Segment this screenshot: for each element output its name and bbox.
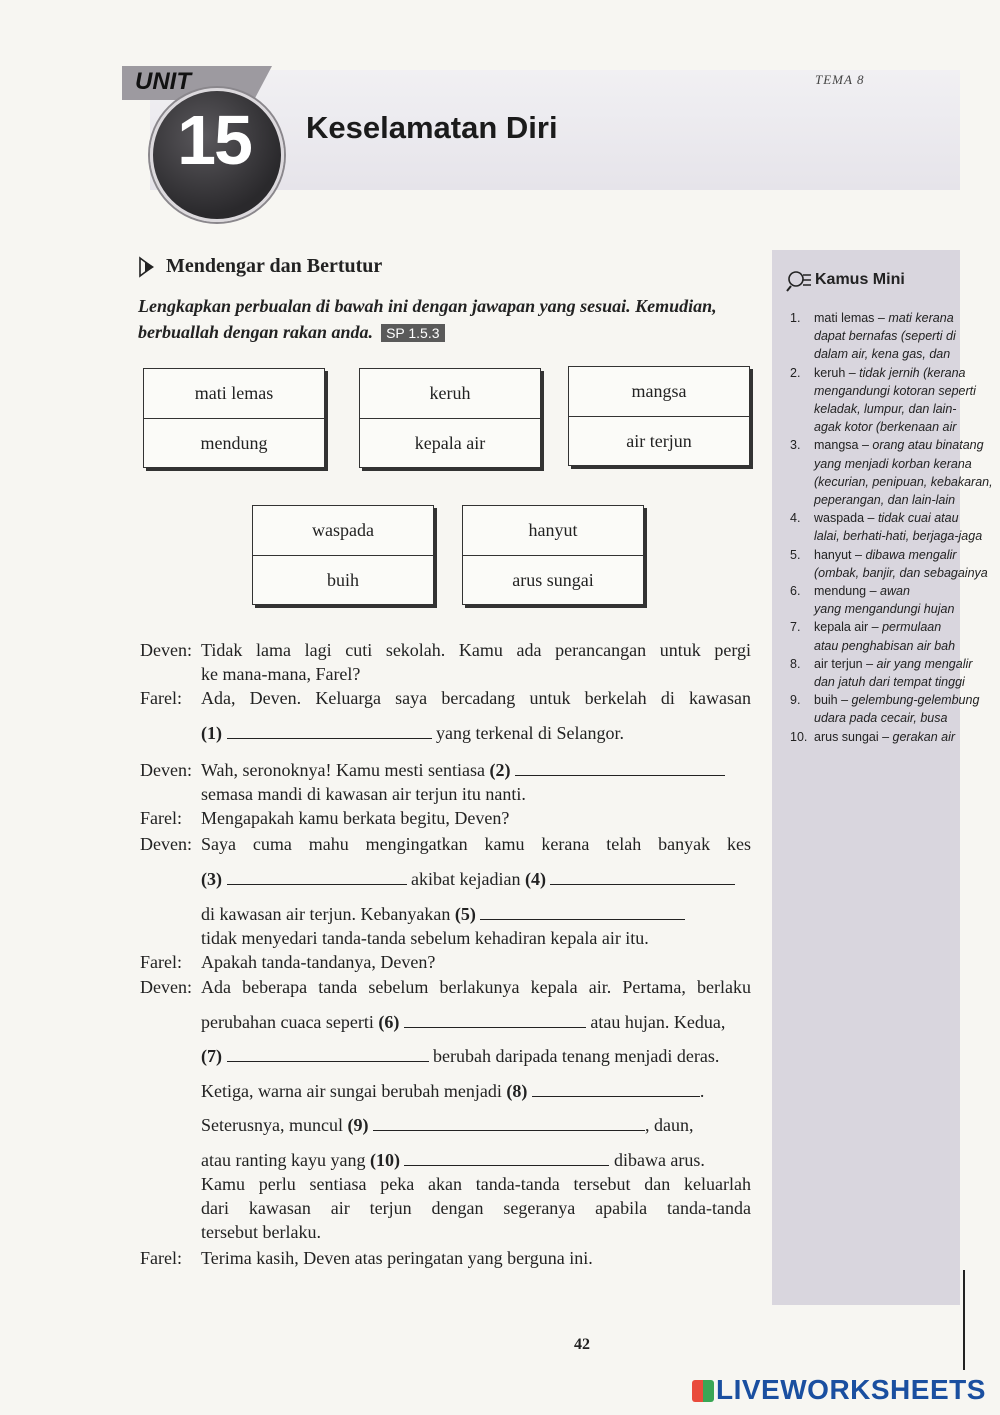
unit-label: UNIT xyxy=(135,68,191,95)
word-box xyxy=(568,366,750,466)
blank-number: (2) xyxy=(489,760,511,780)
kamus-entry-line xyxy=(790,436,984,454)
kamus-entry-definition: tidak cuai atau xyxy=(877,511,959,526)
kamus-entry-term: arus sungai – xyxy=(814,729,893,744)
kamus-entry-line xyxy=(790,655,973,673)
dialogue-line xyxy=(201,1113,693,1137)
blank-number: (5) xyxy=(454,904,476,924)
answer-blank-1[interactable] xyxy=(227,724,432,739)
speaker-farel: Farel: xyxy=(140,1248,182,1268)
kamus-entry-number: 2. xyxy=(790,365,801,380)
blank-number: (8) xyxy=(506,1081,528,1101)
dialogue-line: Apakah tanda-tandanya, Deven? xyxy=(201,952,436,972)
kamus-entry-line xyxy=(790,527,983,545)
kamus-entry-number: 4. xyxy=(790,511,801,526)
answer-blank-8[interactable] xyxy=(532,1082,700,1097)
kamus-entry-definition: udara pada cecair, busa xyxy=(814,711,948,726)
kamus-entry-definition: dibawa mengalir xyxy=(865,547,957,562)
kamus-entry-line xyxy=(790,673,965,691)
kamus-entry-definition: peperangan, dan lain-lain xyxy=(814,493,956,507)
kamus-entry-term: mati lemas – xyxy=(814,311,889,325)
dialogue-line: Kamu perlu sentiasa peka akan tanda-tanda tersebut dan keluarlah xyxy=(201,1174,751,1194)
word-box xyxy=(359,368,541,468)
liveworksheets-mark-icon xyxy=(692,1380,714,1402)
kamus-entry-definition: lalai, berhati-hati, berjaga-jaga xyxy=(814,529,983,544)
dialogue-line xyxy=(201,758,725,782)
answer-blank-7[interactable] xyxy=(227,1047,429,1062)
kamus-entry-line xyxy=(790,400,958,418)
dialogue-text: Wah, seronoknya! Kamu mesti sentiasa xyxy=(201,760,485,780)
kamus-entry-line xyxy=(790,546,958,564)
kamus-entry-definition: air yang mengalir xyxy=(876,656,973,671)
kamus-entry-number: 7. xyxy=(790,620,801,635)
kamus-entry-term: air terjun – xyxy=(814,656,877,671)
dialogue-text: perubahan cuaca seperti xyxy=(201,1012,374,1032)
kamus-entry-line xyxy=(790,600,958,618)
kamus-entry-term: keruh – xyxy=(814,365,860,380)
kamus-title: Kamus Mini xyxy=(815,271,905,288)
kamus-entry-definition: dalam air, kena gas, dan xyxy=(814,347,951,362)
speaker-farel: Farel: xyxy=(140,952,182,972)
blank-number: (10) xyxy=(369,1150,400,1170)
kamus-entry-line xyxy=(790,455,972,473)
dialogue-text: , daun, xyxy=(644,1115,694,1135)
word-box-bottom: arus sungai xyxy=(512,570,594,590)
kamus-entry-line xyxy=(790,309,958,327)
kamus-entry-definition: (ombak, banjir, dan sebagainya xyxy=(814,565,988,580)
blank-number: (6) xyxy=(378,1012,400,1032)
dialogue-line xyxy=(201,1148,705,1172)
sp-badge: SP 1.5.3 xyxy=(381,324,444,342)
answer-blank-4[interactable] xyxy=(550,870,735,885)
kamus-entry-term: waspada – xyxy=(814,511,878,526)
dialogue-line xyxy=(201,902,685,926)
kamus-entry-term: hanyut – xyxy=(814,547,866,562)
word-box-top: keruh xyxy=(360,369,540,419)
dialogue-line: semasa mandi di kawasan air terjun itu nanti. xyxy=(201,784,526,804)
kamus-entry-definition: gelembung-gelembung xyxy=(851,693,980,708)
word-box xyxy=(462,505,644,605)
dialogue-line xyxy=(201,721,624,745)
word-box-bottom: buih xyxy=(326,570,359,590)
blank-number: (9) xyxy=(347,1115,369,1135)
page-number: 42 xyxy=(574,1336,590,1353)
kamus-entry-term: mangsa – xyxy=(814,438,873,453)
kamus-entry-line xyxy=(790,582,958,600)
kamus-entry-definition: agak kotor (berkenaan air xyxy=(814,420,957,435)
kamus-entry-definition: yang menjadi korban kerana xyxy=(814,456,972,471)
dialogue-line xyxy=(201,1010,725,1034)
dialogue-line: tersebut berlaku. xyxy=(201,1222,321,1242)
kamus-entry-definition: mati kerana xyxy=(888,311,954,325)
kamus-entry-line xyxy=(790,382,976,400)
dialogue-line xyxy=(201,1044,719,1068)
brand-text: LIVEWORKSHEETS xyxy=(716,1374,986,1405)
dialogue-text: Ketiga, warna air sungai berubah menjadi xyxy=(201,1081,502,1101)
kamus-entry-definition: mengandungi kotoran seperti xyxy=(814,383,976,398)
kamus-entry-line xyxy=(790,509,958,527)
kamus-entry-definition: gerakan air xyxy=(892,729,956,744)
kamus-entry-definition: atau penghabisan air bah xyxy=(814,638,956,653)
dialogue-line: Ada beberapa tanda sebelum berlakunya kepala air. Pertama, berlaku xyxy=(201,977,751,997)
kamus-entry-definition: awan xyxy=(880,584,910,598)
kamus-entry-line xyxy=(790,364,966,382)
speaker-farel: Farel: xyxy=(140,688,182,708)
kamus-entry-number: 6. xyxy=(790,584,801,598)
liveworksheets-logo xyxy=(692,1374,986,1406)
kamus-entry-number: 5. xyxy=(790,547,801,562)
word-box-top: mangsa xyxy=(569,367,749,417)
kamus-entry-number: 9. xyxy=(790,693,801,708)
kamus-entry-definition: dapat bernafas (seperti di xyxy=(814,329,956,344)
word-box xyxy=(143,368,325,468)
kamus-entry-term: mendung – xyxy=(814,584,881,598)
kamus-entry-line xyxy=(790,564,988,582)
kamus-entry-definition: permulaan xyxy=(882,620,942,635)
speaker-deven: Deven: xyxy=(140,977,192,997)
kamus-entry-term: buih – xyxy=(814,693,852,708)
blank-number: (4) xyxy=(524,869,546,889)
word-box-bottom: mendung xyxy=(200,433,268,453)
dialogue-text: akibat kejadian xyxy=(411,869,521,889)
dialogue-line: tidak menyedari tanda-tanda sebelum kehadiran kepala air itu. xyxy=(201,928,649,948)
kamus-entry-number: 1. xyxy=(790,311,801,325)
word-box-bottom: kepala air xyxy=(414,433,486,453)
dialogue-text: dibawa arus. xyxy=(613,1150,705,1170)
dialogue-line: Mengapakah kamu berkata begitu, Deven? xyxy=(201,808,510,828)
word-box-top: hanyut xyxy=(463,506,643,556)
instruction xyxy=(138,293,758,345)
answer-blank-9[interactable] xyxy=(373,1116,645,1131)
dictionary-icon xyxy=(786,270,812,292)
kamus-entry-line xyxy=(790,327,958,345)
speaker-farel: Farel: xyxy=(140,808,182,828)
speaker-deven: Deven: xyxy=(140,640,192,660)
kamus-entry-number: 10. xyxy=(790,729,808,744)
kamus-entry-definition: yang mengandungi hujan xyxy=(814,602,955,617)
kamus-entry-definition: (kecurian, penipuan, kebakaran, xyxy=(814,474,993,489)
speaker-deven: Deven: xyxy=(140,760,192,780)
page-title: Keselamatan Diri xyxy=(306,110,558,145)
answer-blank-3[interactable] xyxy=(227,870,407,885)
blank-number: (3) xyxy=(201,869,222,889)
kamus-entry-line xyxy=(790,491,958,509)
speaker-deven: Deven: xyxy=(140,834,192,854)
kamus-entry-definition: dan jatuh dari tempat tinggi xyxy=(814,675,965,689)
answer-blank-5[interactable] xyxy=(480,905,685,920)
dialogue-line: Terima kasih, Deven atas peringatan yang berguna ini. xyxy=(201,1248,593,1268)
kamus-entry-line xyxy=(790,728,958,746)
word-box-bottom: air terjun xyxy=(626,431,692,451)
answer-blank-2[interactable] xyxy=(515,761,725,776)
dialogue-text: berubah daripada tenang menjadi deras. xyxy=(433,1046,720,1066)
kamus-entry-definition: tidak jernih (kerana xyxy=(859,365,966,380)
kamus-entry-number: 8. xyxy=(790,656,801,671)
kamus-entry-line xyxy=(790,345,958,363)
kamus-entry-number: 3. xyxy=(790,438,801,453)
kamus-entry-line xyxy=(790,418,958,436)
kamus-entry-definition: orang atau binatang xyxy=(872,438,984,453)
dialogue-line: Ketiga, warna air sungai berubah menjadi (8) . xyxy=(201,1081,705,1101)
answer-blank-10[interactable] xyxy=(404,1151,609,1166)
unit-number: 15 xyxy=(177,101,251,179)
dialogue-text: Seterusnya, muncul xyxy=(201,1115,343,1135)
kamus-entry-term: kepala air – xyxy=(814,620,883,635)
kamus-entry-line xyxy=(790,473,993,491)
answer-blank-6[interactable] xyxy=(404,1013,586,1028)
dialogue-text: di kawasan air terjun. Kebanyakan xyxy=(201,904,451,924)
kamus-entry-line xyxy=(790,618,958,636)
kamus-entry-definition: keladak, lumpur, dan lain- xyxy=(814,402,957,416)
dialogue-text: yang terkenal di Selangor. xyxy=(436,723,624,743)
dialogue-line xyxy=(201,867,735,891)
blank-number: (7) xyxy=(201,1046,222,1066)
double-chevron-icon xyxy=(138,256,160,278)
dialogue-line: Saya cuma mahu mengingatkan kamu kerana telah banyak kes xyxy=(201,834,751,854)
dialogue-line: ke mana-mana, Farel? xyxy=(201,664,361,684)
section-title: Mendengar dan Bertutur xyxy=(166,255,383,277)
dialogue-text: atau hujan. Kedua, xyxy=(590,1012,726,1032)
margin-line xyxy=(963,1270,965,1370)
dialogue-text: atau ranting kayu yang xyxy=(201,1150,366,1170)
dialogue-line: Ada, Deven. Keluarga saya bercadang untuk berkelah di kawasan xyxy=(201,688,751,708)
kamus-entry-line xyxy=(790,709,958,727)
kamus-entry-line xyxy=(790,637,958,655)
blank-number: (1) xyxy=(201,723,222,743)
word-box xyxy=(252,505,434,605)
kamus-entry-line xyxy=(790,691,980,709)
word-box-top: waspada xyxy=(253,506,433,556)
word-box-top: mati lemas xyxy=(144,369,324,419)
dialogue-line: dari kawasan air terjun dengan segeranya apabila tanda-tanda xyxy=(201,1198,751,1218)
instruction-text: Lengkapkan perbualan di bawah ini dengan jawapan yang sesuai. Kemudian, berbuallah dengan rakan anda. xyxy=(138,296,717,342)
dialogue-line: Tidak lama lagi cuti sekolah. Kamu ada perancangan untuk pergi xyxy=(201,640,751,660)
tema-label: TEMA 8 xyxy=(815,72,865,87)
